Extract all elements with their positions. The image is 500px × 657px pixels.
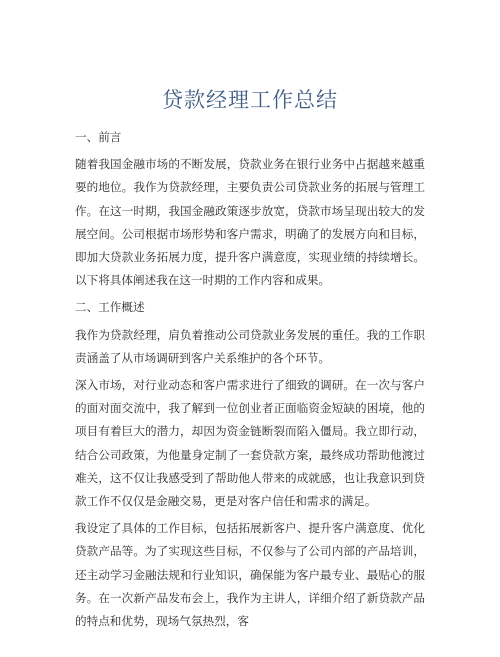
overview-paragraph-1: 我作为贷款经理，肩负着推动公司贷款业务发展的重任。我的工作职责涵盖了从市场调研到客户关系维护的各个环节。 [75,327,425,365]
section-heading-preface: 一、前言 [75,130,122,144]
overview-paragraph-2: 深入市场，对行业动态和客户需求进行了细致的调研。在一次与客户的面对面交流中，我了解到一位创业者正面临资金短缺的困境，他的项目有着巨大的潜力，却因为资金链断裂而陷入僵局。我立即行动，结合公司政策，为他量身定制了一套贷款方案，最终成功帮助他渡过难关，这不仅让我感受到了帮助他人带来的成就感，也让我意识到贷款工作不仅仅是金融交易，更是对客户信任和需求的满足。 [75,378,425,509]
preface-paragraph: 随着我国金融市场的不断发展，贷款业务在银行业务中占据越来越重要的地位。我作为贷款经理，主要负责公司贷款业务的拓展与管理工作。在这一时期，我国金融政策逐步放宽，贷款市场呈现出较大的发展空间。公司根据市场形势和客户需求，明确了的发展方向和目标，即加大贷款业务拓展力度，提升客户满意度，实现业绩的持续增长。以下将具体阐述我在这一时期的工作内容和成果。 [75,157,425,288]
section-heading-overview: 二、工作概述 [75,300,145,315]
document-body [75,126,425,637]
overview-paragraph-3: 我设定了具体的工作目标，包括拓展新客户、提升客户满意度、优化贷款产品等。为了实现这些目标，不仅参与了公司内部的产品培训，还主动学习金融法规和行业知识，确保能为客户最专业、最贴心的服务。在一次新产品发布会上，我作为主讲人，详细介绍了新贷款产品的特点和优势，现场气氛热烈，客 [75,521,425,629]
document-title: 贷款经理工作总结 [162,88,338,112]
